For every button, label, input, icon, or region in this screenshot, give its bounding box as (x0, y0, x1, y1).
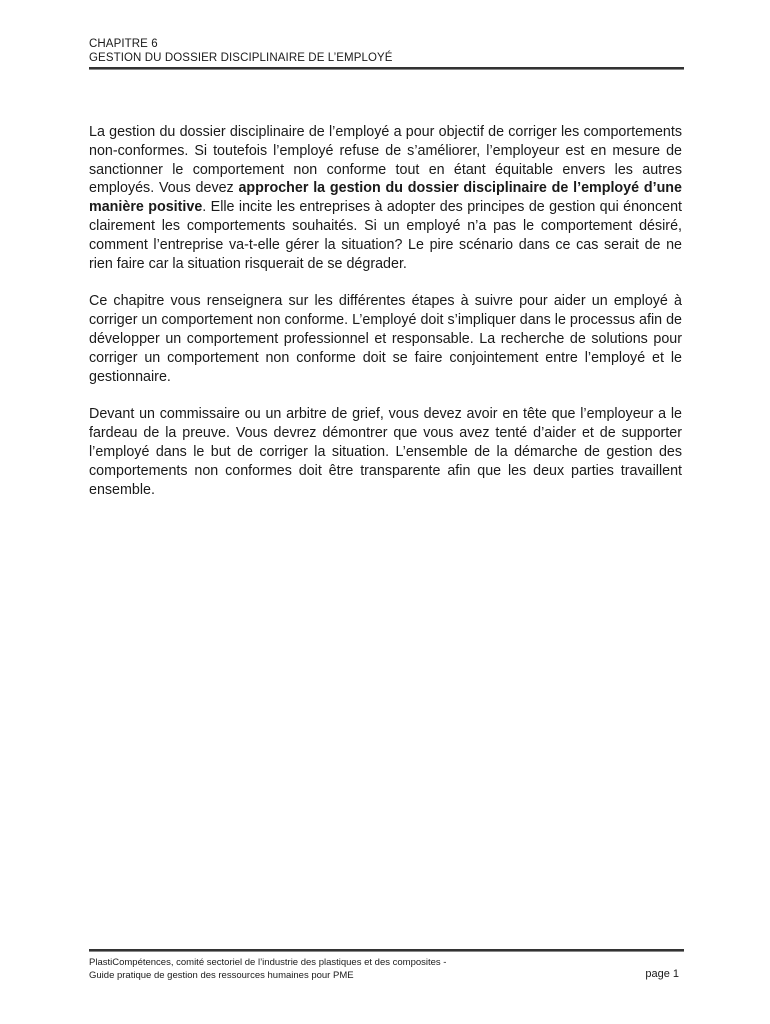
chapter-title: GESTION DU DOSSIER DISCIPLINAIRE DE L’EMPLOYÉ (89, 52, 393, 64)
paragraph-2: Ce chapitre vous renseignera sur les différentes étapes à suivre pour aider un employé à corriger un comportement non conforme. L’employé doit s’impliquer dans le processus afin de développer un comportement professionnel et responsable. La recherche de solutions pour corriger un comportement non conforme doit se faire conjointement entre l’employé et le gestionnaire. (89, 293, 682, 385)
paragraph-1-text-a: La gestion du dossier disciplinaire de l’employé a pour objectif de corriger les comportements non-conformes. Si toutefois l’employé refuse de s’améliorer, l’employeur est en mesure de sanctionner le comportement non conforme tout en étant équitable envers les autres employés. Vous devez (89, 124, 682, 197)
paragraph-3: Devant un commissaire ou un arbitre de grief, vous devez avoir en tête que l’employeur a le fardeau de la preuve. Vous devrez démontrer que vous avez tenté d’aider et de supporter l’employé dans le but de corriger la situation. L’ensemble de la démarche de gestion des comportements non conformes doit être transparente afin que les deux parties travaillent ensemble. (89, 406, 682, 498)
footer-organization: PlastiCompétences, comité sectoriel de l’industrie des plastiques et des composites - (89, 957, 447, 968)
footer-guide-title: Guide pratique de gestion des ressources humaines pour PME (89, 970, 354, 981)
page-footer (89, 956, 683, 982)
paragraph-1-bold-text: approcher la gestion du dossier disciplinaire de l’employé d’une manière positive (89, 180, 682, 216)
page-number: page 1 (645, 968, 679, 980)
document-body (89, 123, 682, 518)
paragraph-1 (89, 123, 682, 273)
paragraph-1-text-b: . Elle incite les entreprises à adopter des principes de gestion qui énoncent clairement les comportements souhaités. Si un employé n’a pas le comportement désiré, comment l’entreprise va-t-elle gérer la situation? Le pire scénario dans ce cas serait de ne rien faire car la situation risquerait de se dégrader. (89, 199, 682, 272)
page-header (89, 37, 683, 65)
chapter-number: CHAPITRE 6 (89, 38, 158, 50)
footer-divider (89, 949, 684, 952)
header-divider (89, 67, 684, 70)
